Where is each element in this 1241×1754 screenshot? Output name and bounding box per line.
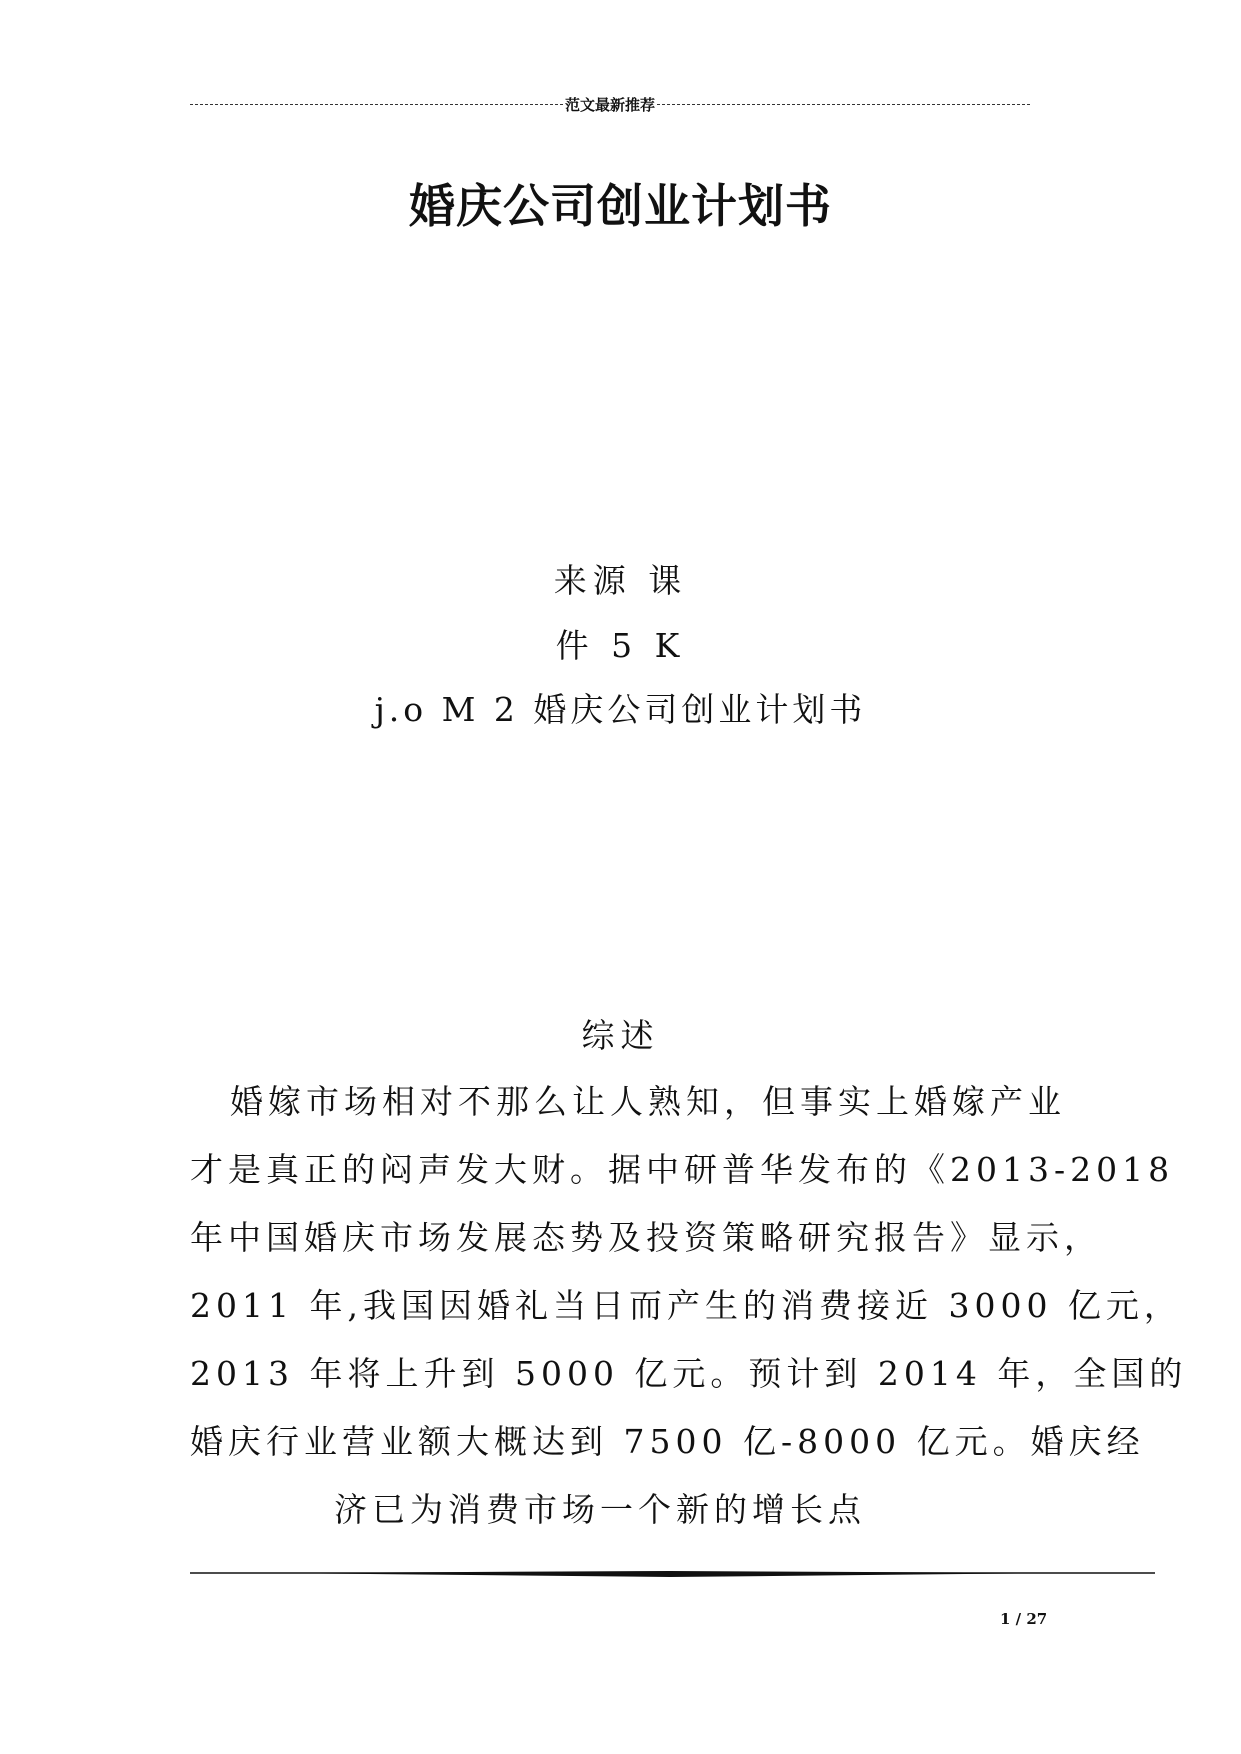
body-paragraph (190, 1068, 1188, 1544)
header-dash-right (657, 104, 1030, 105)
header-label: 范文最新推荐 (565, 95, 656, 114)
body-line: 才是真正的闷声发大财。据中研普华发布的《2013-2018 (190, 1150, 1175, 1189)
body-line: 2013 年将上升到 5000 亿元。预计到 2014 年，全国的 (190, 1354, 1188, 1393)
meta-line-3: j.o M 2 婚庆公司创业计划书 (374, 690, 867, 729)
page-header (190, 92, 1030, 116)
body-line: 年中国婚庆市场发展态势及投资策略研究报告》显示， (190, 1218, 1102, 1257)
header-dash-left (190, 104, 563, 105)
meta-line-2: 件 5 K (555, 626, 686, 665)
footer-rule (190, 1570, 1155, 1578)
body-line: 婚嫁市场相对不那么让人熟知，但事实上婚嫁产业 (230, 1082, 1066, 1121)
body-line: 2011 年,我国因婚礼当日而产生的消费接近 3000 亿元， (190, 1286, 1182, 1325)
page-number: 1 / 27 (1000, 1610, 1048, 1628)
body-line: 济已为消费市场一个新的增长点 (334, 1490, 866, 1529)
section-title: 综述 (581, 1016, 660, 1055)
meta-line-1: 来源 课 (553, 561, 688, 600)
body-line: 婚庆行业营业额大概达到 7500 亿-8000 亿元。婚庆经 (190, 1422, 1145, 1461)
document-title: 婚庆公司创业计划书 (409, 179, 832, 233)
